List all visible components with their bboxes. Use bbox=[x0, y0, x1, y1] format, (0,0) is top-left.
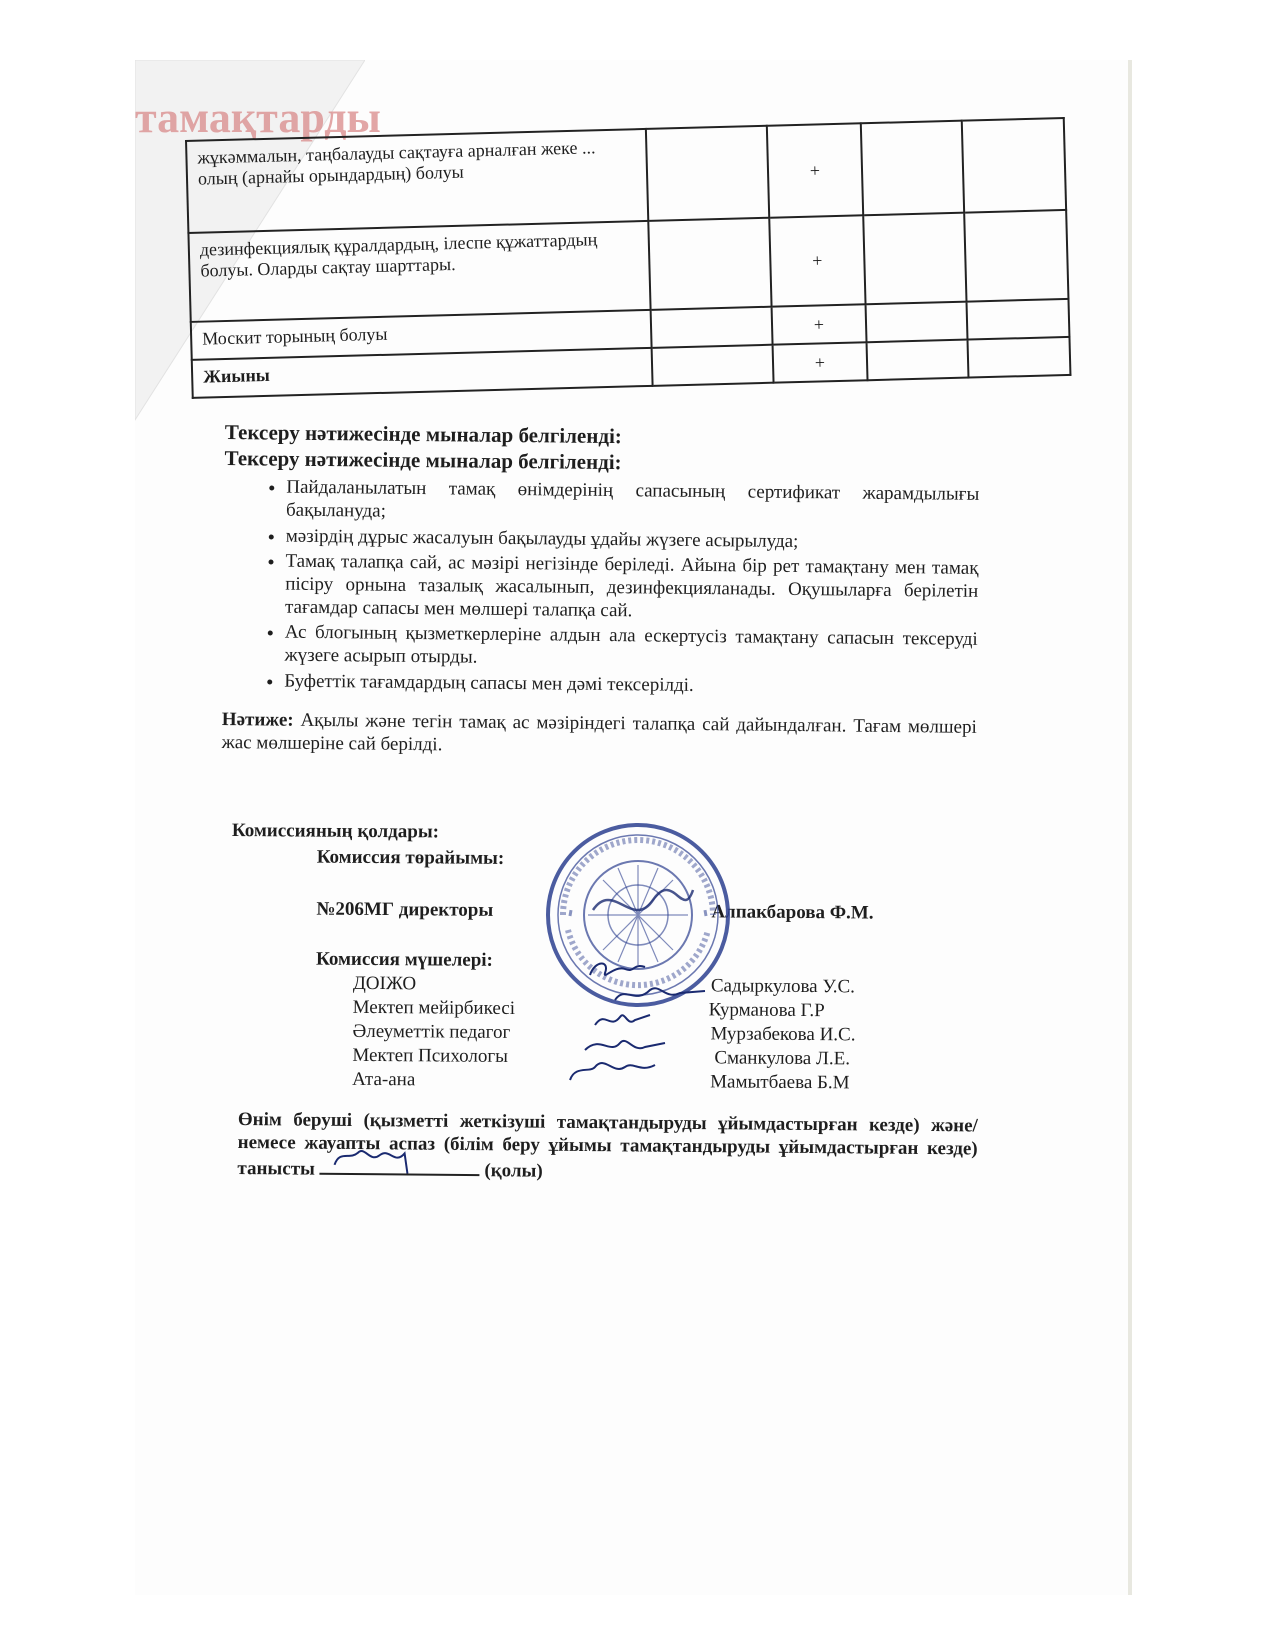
table-cell-mark: + bbox=[769, 215, 865, 306]
acknowledgement-text: Өнім беруші (қызметті жеткізуші тамақтандыруды ұйымдастырған кезде) және/немесе жауапты аспаз (білім беру ұйымы тамақтандыруды ұйымдастырған кезде) танысты bbox=[237, 1109, 978, 1181]
list-item: • Ас блогының қызметкерлеріне алдын ала ескертусіз тамақтану сапасын тексеруді жүзеге асырып отырды. bbox=[284, 621, 977, 675]
member-name: Мамытбаева Б.М bbox=[710, 1071, 850, 1094]
findings-list bbox=[222, 475, 979, 699]
acknowledgement-paragraph bbox=[237, 1108, 978, 1187]
table-cell bbox=[866, 340, 969, 381]
members-label: Комиссия мүшелері: bbox=[315, 948, 493, 971]
member-name: Сманкулова Л.Е. bbox=[714, 1047, 851, 1070]
list-item: • Тамақ талапқа сай, ас мәзірі негізінде беріледі. Айына бір рет тамақтану мен тамақ пісіру орнына тазалық жасалынып, дезинфекцияланады. Оқушыларға берілетін тағамдар сапасы мен мөлшері талапқа сай. bbox=[285, 549, 979, 626]
director-label: №206МГ директоры bbox=[316, 898, 494, 921]
table-cell bbox=[962, 118, 1066, 213]
table-cell bbox=[967, 299, 1070, 340]
signatures-title: Комиссияның қолдары: bbox=[231, 820, 440, 843]
member-name: Курманова Г.Р bbox=[708, 999, 825, 1022]
result-text: Ақылы және тегін тамақ ас мәзіріндегі талапқа сай дайындалған. Тағам мөлшері жас мөлшеріне сай берілді. bbox=[221, 709, 977, 756]
table-cell bbox=[968, 337, 1071, 378]
table-cell-label: дезинфекциялық құралдардың, ілеспе құжаттардың болуы. Оларды сақтау шарттары. bbox=[188, 221, 650, 322]
member-role: ДОІЖО bbox=[352, 972, 417, 995]
member-name: Садыркулова У.С. bbox=[710, 975, 856, 998]
table-cell-mark: + bbox=[767, 123, 863, 217]
member-role: Мектеп Психологы bbox=[352, 1044, 509, 1067]
footer-signature bbox=[320, 1135, 480, 1176]
watermark-red-heading: тамақтарды bbox=[135, 93, 381, 142]
table-cell bbox=[650, 307, 772, 348]
findings-heading-repeat: Тексеру нәтижесінде мыналар белгіленді: bbox=[224, 445, 622, 474]
sheet-edge bbox=[1128, 60, 1132, 1595]
table-cell bbox=[651, 345, 773, 386]
findings-heading: Тексеру нәтижесінде мыналар белгіленді: bbox=[224, 420, 622, 449]
table-cell bbox=[860, 121, 964, 216]
inspection-table bbox=[185, 117, 1071, 399]
member-role: Әлеуметтік педагог bbox=[352, 1020, 511, 1043]
table-cell bbox=[865, 302, 968, 343]
table-cell-mark: + bbox=[773, 342, 868, 382]
member-name: Мурзабекова И.С. bbox=[710, 1023, 856, 1046]
table-cell-label: жұкәммалын, таңбалауды сақтауға арналған жеке ... олың (арнайы орындардың) болуы bbox=[186, 129, 648, 233]
result-label: Нәтиже: bbox=[221, 708, 294, 731]
result-paragraph bbox=[222, 708, 977, 762]
member-role: Ата-ана bbox=[352, 1068, 416, 1091]
director-name: Алпакбарова Ф.М. bbox=[711, 901, 874, 924]
table-cell bbox=[863, 213, 967, 305]
signature-caption: (қолы) bbox=[479, 1160, 543, 1183]
table-cell bbox=[645, 126, 769, 221]
handwritten-signatures bbox=[555, 955, 715, 1095]
list-item: • Пайдаланылатын тамақ өнімдерінің сапасының сертификат жарамдылығы бақылануда; bbox=[286, 476, 979, 530]
table-cell-total-label: Жиыны bbox=[192, 348, 652, 398]
table-cell bbox=[964, 210, 1068, 302]
list-item: • Буфеттік тағамдардың сапасы мен дәмі тексерілді. bbox=[284, 669, 977, 699]
table-cell bbox=[648, 218, 772, 310]
list-item: • мәзірдің дұрыс жасалуын бақылауды ұдайы жүзеге асырылуда; bbox=[286, 524, 979, 554]
findings-section bbox=[221, 420, 980, 781]
member-role: Мектеп мейірбикесі bbox=[352, 996, 516, 1019]
signature-blank bbox=[320, 1155, 480, 1176]
table-cell-label: Москит торының болуы bbox=[191, 310, 651, 360]
chair-label: Комиссия төрайымы: bbox=[316, 846, 505, 869]
table-cell-mark: + bbox=[772, 304, 867, 344]
